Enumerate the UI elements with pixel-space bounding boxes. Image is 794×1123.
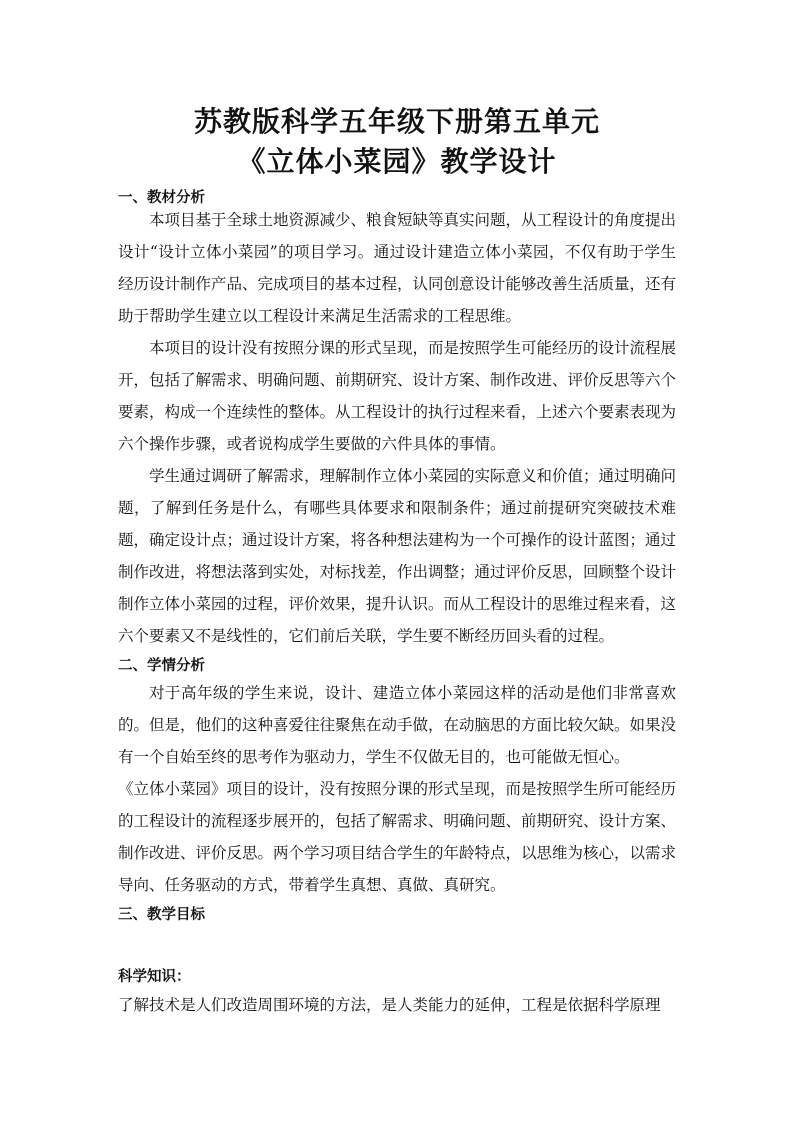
paragraph-student-1: 对于高年级的学生来说，设计、建造立体小菜园这样的活动是他们非常喜欢的。但是，他们的这种喜爱往往聚焦在动手做，在动脑思的方面比较欠缺。如果没有一个自始至终的思考作为驱动力，学生不仅做无目的，也可能做无恒心。 <box>118 684 677 766</box>
paragraph-textbook-1: 本项目基于全球土地资源减少、粮食短缺等真实问题，从工程设计的角度提出设计“设计立体小菜园”的项目学习。通过设计建造立体小菜园，不仅有助于学生经历设计制作产品、完成项目的基本过程，认同创意设计能够改善生活质量，还有助于帮助学生建立以工程设计来满足生活需求的工程思维。 <box>118 211 677 325</box>
section-heading-student-analysis: 二、学情分析 <box>118 658 205 674</box>
subheading-science-knowledge: 科学知识： <box>118 969 191 985</box>
paragraph-science-knowledge: 了解技术是人们改造周围环境的方法，是人类能力的延伸，工程是依据科学原理 <box>118 996 661 1014</box>
document-title-line1: 苏教版科学五年级下册第五单元 <box>193 105 600 138</box>
paragraph-student-2: 《立体小菜园》项目的设计，没有按照分课的形式呈现，而是按照学生所可能经历的工程设计的流程逐步展开的，包括了解需求、明确问题、前期研究、设计方案、制作改进、评价反思。两个学习项目结合学生的年龄特点，以思维为核心，以需求导向、任务驱动的方式，带着学生真想、真做、真研究。 <box>118 780 677 894</box>
paragraph-textbook-2: 本项目的设计没有按照分课的形式呈现，而是按照学生可能经历的设计流程展开，包括了解需求、明确问题、前期研究、设计方案、制作改进、评价反思等六个要素，构成一个连续性的整体。从工程设计的执行过程来看，上述六个要素表现为六个操作步骤，或者说构成学生要做的六件具体的事情。 <box>118 339 677 453</box>
section-heading-teaching-goals: 三、教学目标 <box>118 907 205 923</box>
document-title-line2: 《立体小菜园》教学设计 <box>237 145 557 178</box>
paragraph-textbook-3: 学生通过调研了解需求，理解制作立体小菜园的实际意义和价值；通过明确问题，了解到任务是什么，有哪些具体要求和限制条件；通过前提研究突破技术难题，确定设计点；通过设计方案，将各种想法建构为一个可操作的设计蓝图；通过制作改进，将想法落到实处，对标找差，作出调整；通过评价反思，回顾整个设计制作立体小菜园的过程，评价效果，提升认识。而从工程设计的思维过程来看，这六个要素又不是线性的，它们前后关联，学生要不断经历回头看的过程。 <box>118 467 677 645</box>
section-heading-textbook-analysis: 一、教材分析 <box>118 190 205 206</box>
